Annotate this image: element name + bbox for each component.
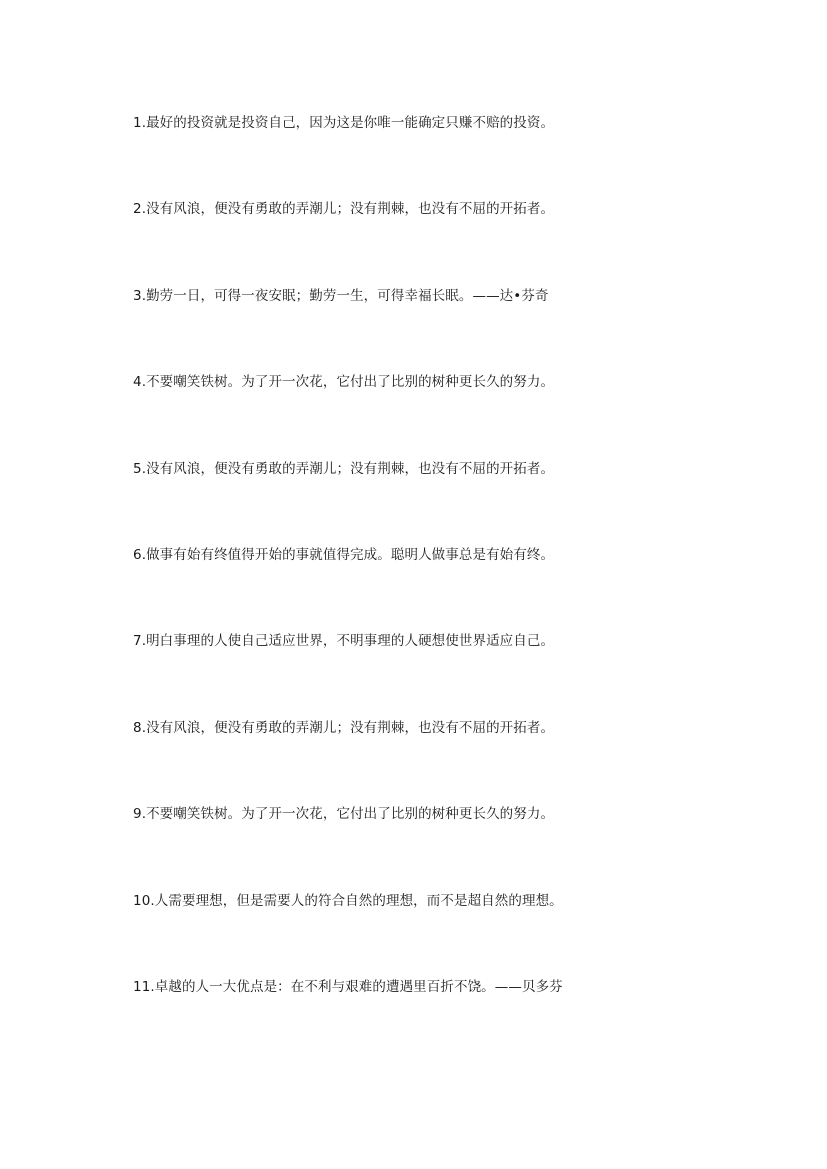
quote-item-3: 3.勤劳一日，可得一夜安眠；勤劳一生，可得幸福长眠。——达•芬奇 [133, 287, 549, 304]
quote-item-5: 5.没有风浪，便没有勇敢的弄潮儿；没有荆棘，也没有不屈的开拓者。 [133, 460, 555, 477]
quote-item-2: 2.没有风浪，便没有勇敢的弄潮儿；没有荆棘，也没有不屈的开拓者。 [133, 201, 555, 218]
quote-item-4: 4.不要嘲笑铁树。为了开一次花，它付出了比别的树种更长久的努力。 [133, 374, 555, 391]
quote-item-9: 9.不要嘲笑铁树。为了开一次花，它付出了比别的树种更长久的努力。 [133, 806, 555, 823]
quote-item-7: 7.明白事理的人使自己适应世界，不明事理的人硬想使世界适应自己。 [133, 633, 555, 650]
quote-list [133, 112, 733, 1062]
quote-item-6: 6.做事有始有终值得开始的事就值得完成。聪明人做事总是有始有终。 [133, 546, 555, 563]
quote-item-8: 8.没有风浪，便没有勇敢的弄潮儿；没有荆棘，也没有不屈的开拓者。 [133, 719, 555, 736]
quote-item-11: 11.卓越的人一大优点是：在不利与艰难的遭遇里百折不饶。——贝多芬 [133, 978, 563, 995]
quote-item-10: 10.人需要理想，但是需要人的符合自然的理想，而不是超自然的理想。 [133, 892, 563, 909]
quote-item-1: 1.最好的投资就是投资自己，因为这是你唯一能确定只赚不赔的投资。 [133, 115, 555, 131]
